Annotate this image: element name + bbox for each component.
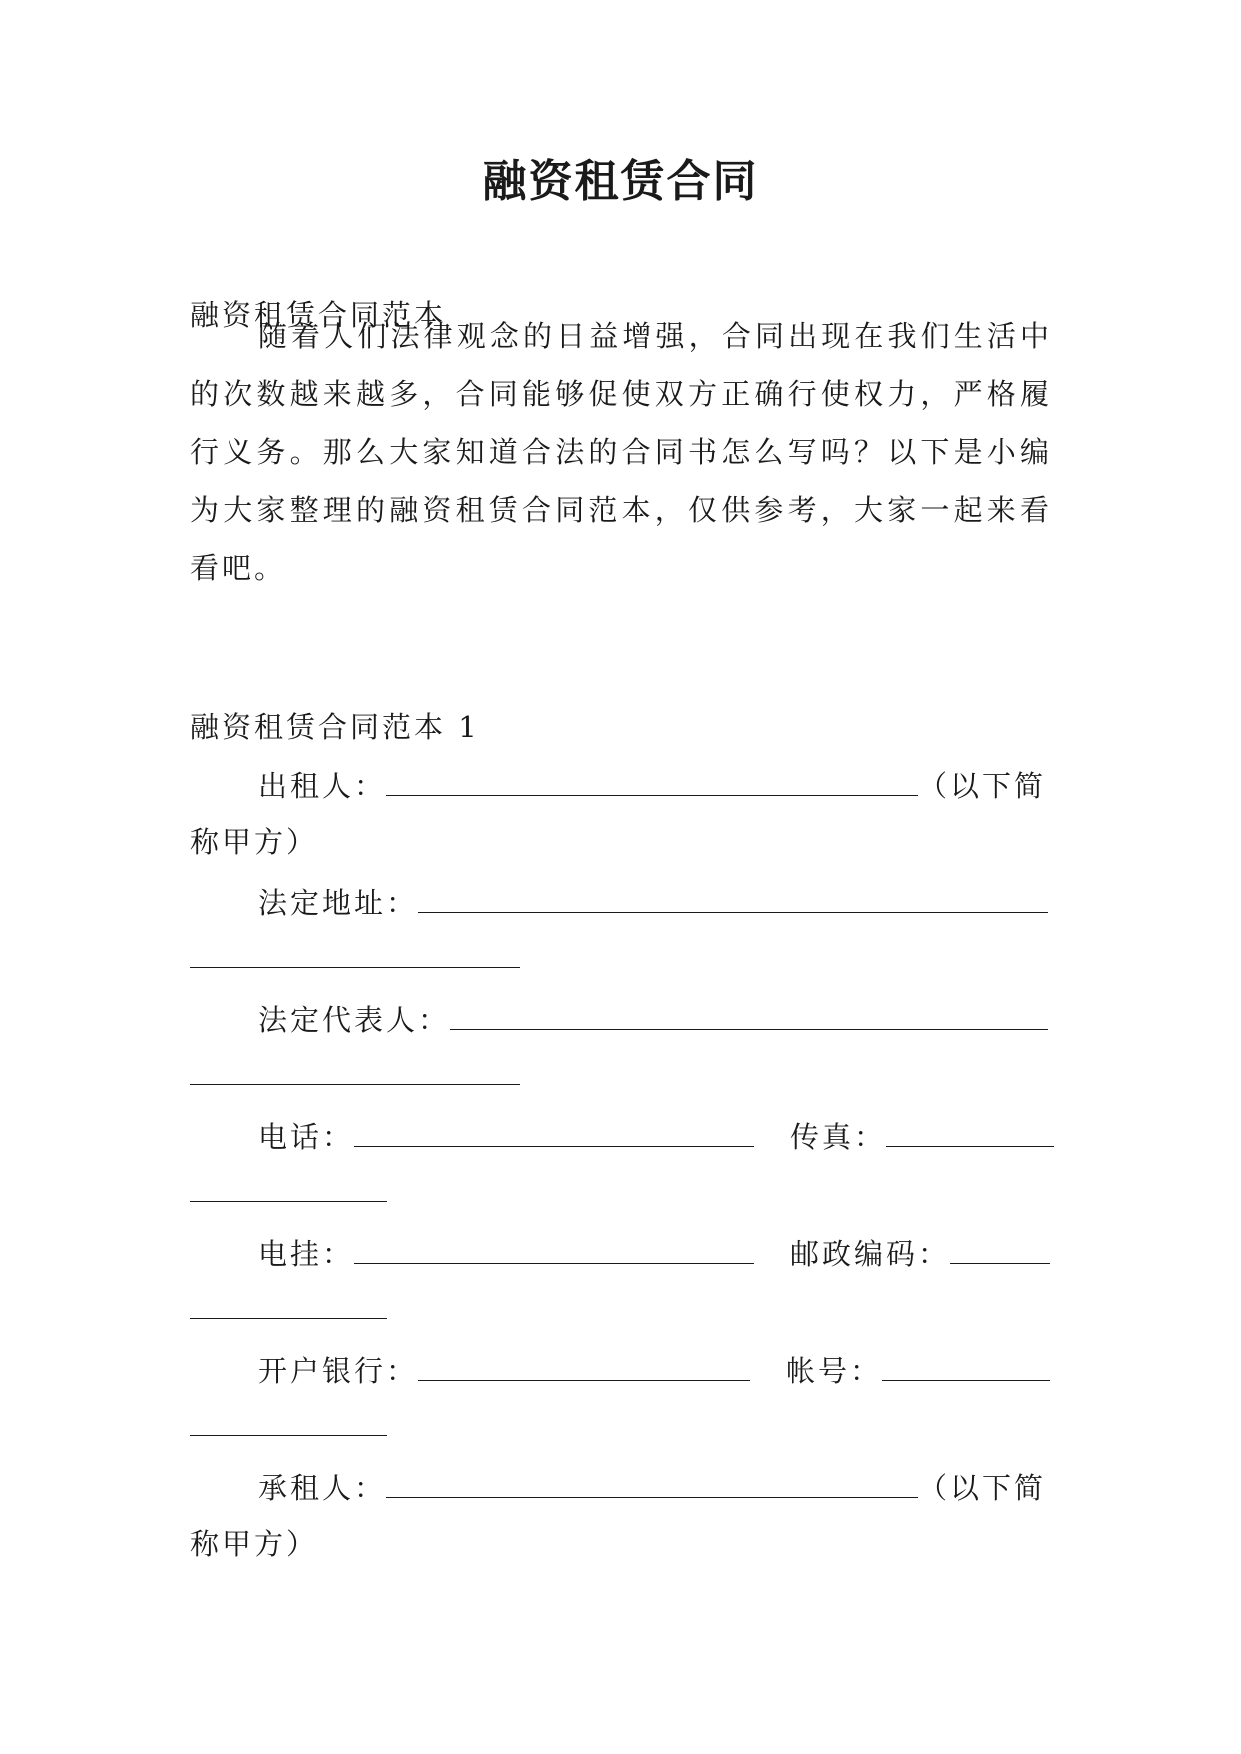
telegraph-postal-row xyxy=(258,1231,1050,1274)
intro-paragraph: 随着人们法律观念的日益增强，合同出现在我们生活中的次数越来越多，合同能够促使双方正确行使权力，严格履行义务。那么大家知道合法的合同书怎么写吗？以下是小编为大家整理的融资租赁合同范本，仅供参考，大家一起来看看吧。 xyxy=(190,319,1052,585)
legal-rep-label: 法定代表人： xyxy=(258,1003,451,1037)
phone-fax-row xyxy=(258,1114,1054,1157)
lessor-blank xyxy=(386,763,918,796)
section-heading: 融资租赁合同范本 1 xyxy=(190,710,480,744)
account-blank-continued xyxy=(190,1435,387,1436)
postal-code-blank-continued xyxy=(190,1318,387,1319)
legal-rep-row xyxy=(258,997,1048,1040)
lessee-row xyxy=(258,1465,1046,1508)
lessor-label: 出租人： xyxy=(258,769,387,803)
phone-label: 电话： xyxy=(258,1120,355,1154)
telegraph-blank xyxy=(354,1231,754,1264)
lessee-suffix-line: 称甲方） xyxy=(190,1527,319,1561)
telegraph-label: 电挂： xyxy=(258,1237,355,1271)
lessor-suffix: （以下简 xyxy=(918,769,1047,803)
lessee-blank xyxy=(386,1465,918,1498)
lessee-label: 承租人： xyxy=(258,1471,387,1505)
lessor-suffix-line: 称甲方） xyxy=(190,825,319,859)
phone-blank xyxy=(354,1114,754,1147)
fax-label: 传真： xyxy=(790,1120,887,1154)
legal-address-blank-continued xyxy=(190,967,520,968)
subtitle: 融资租赁合同范本 xyxy=(190,298,447,332)
legal-address-label: 法定地址： xyxy=(258,886,419,920)
legal-address-row xyxy=(258,880,1048,923)
account-label: 帐号： xyxy=(786,1354,883,1388)
lessee-suffix: （以下简 xyxy=(918,1471,1047,1505)
bank-account-row xyxy=(258,1348,1050,1391)
bank-blank xyxy=(418,1348,750,1381)
fax-blank-continued xyxy=(190,1201,387,1202)
bank-label: 开户银行： xyxy=(258,1354,419,1388)
account-blank xyxy=(882,1348,1050,1381)
legal-rep-blank-continued xyxy=(190,1084,520,1085)
legal-rep-blank xyxy=(450,997,1048,1030)
legal-address-blank xyxy=(418,880,1048,913)
lessor-row xyxy=(258,763,1046,806)
fax-blank xyxy=(886,1114,1054,1147)
postal-code-blank xyxy=(950,1231,1050,1264)
postal-code-label: 邮政编码： xyxy=(790,1237,951,1271)
document-title: 融资租赁合同 xyxy=(482,156,759,207)
